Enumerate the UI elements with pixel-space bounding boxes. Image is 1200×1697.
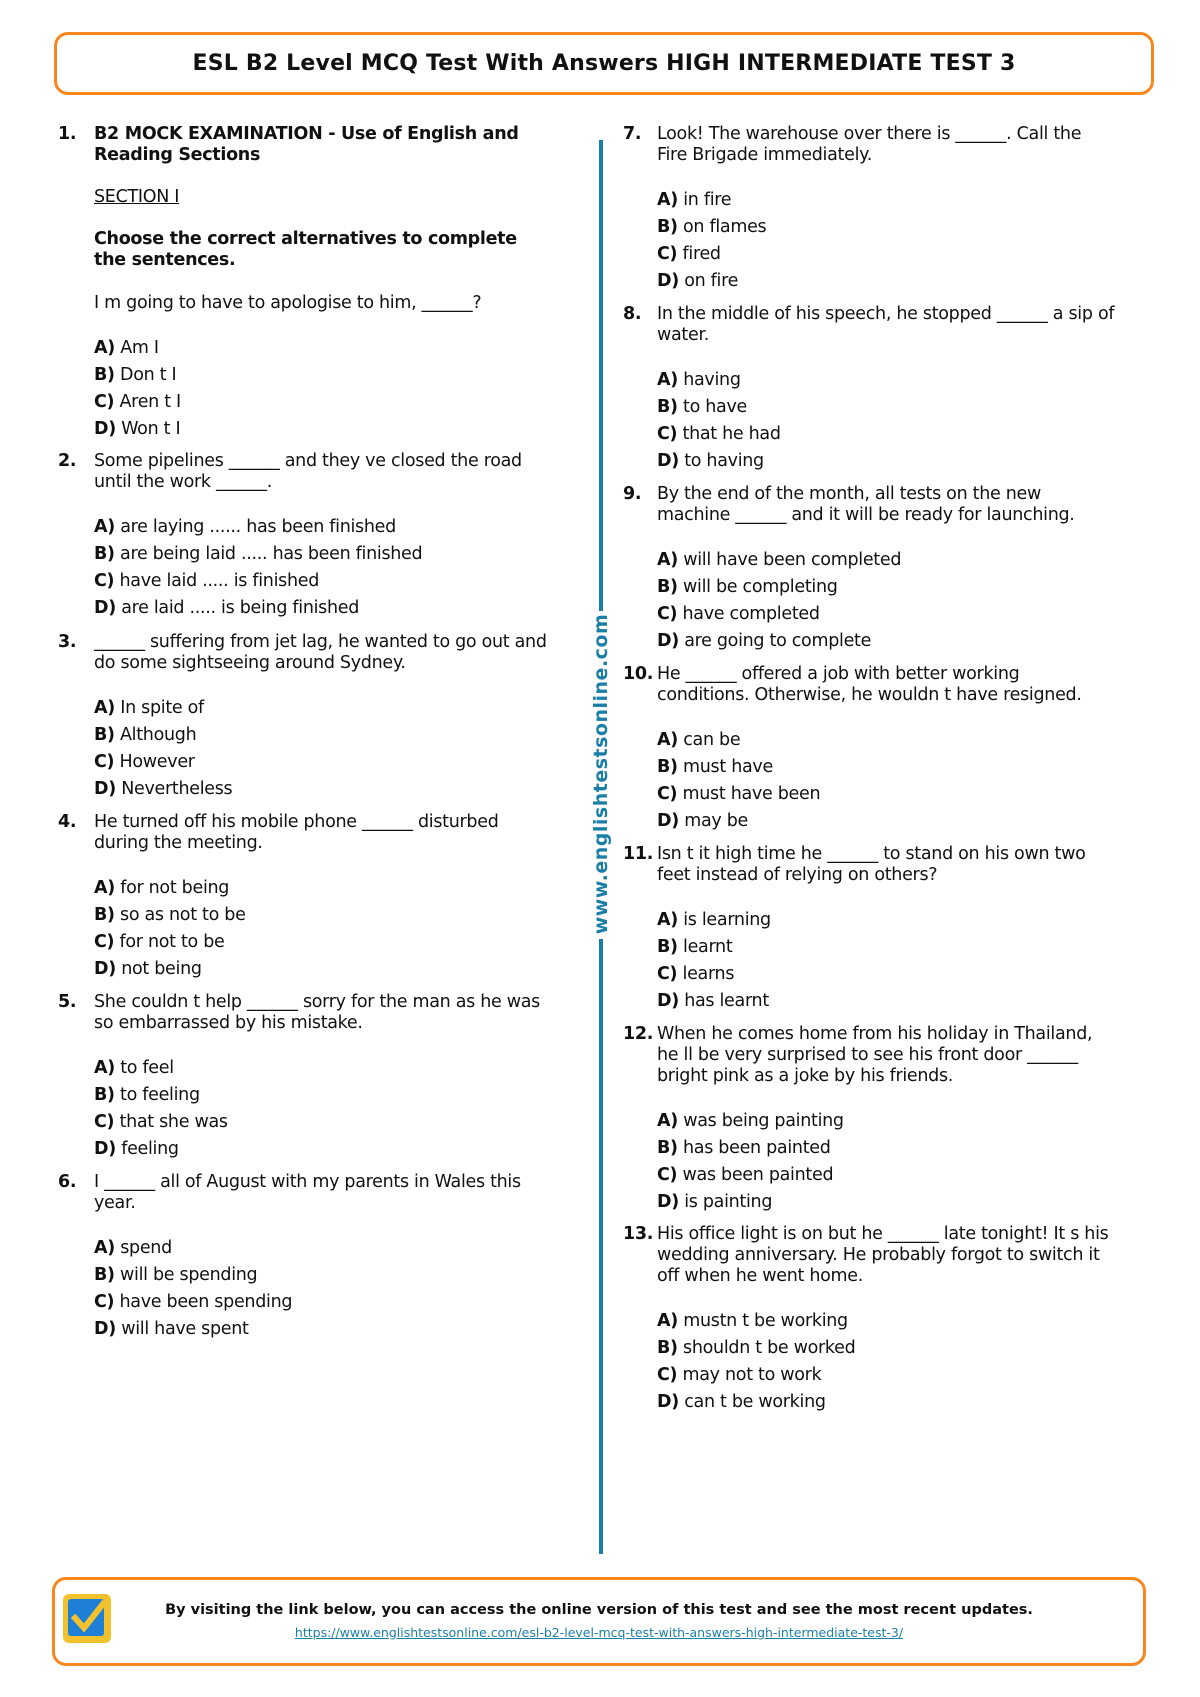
option[interactable] — [94, 364, 176, 386]
option[interactable] — [94, 724, 196, 746]
section-heading: Reading Sections — [94, 145, 261, 165]
option[interactable] — [94, 516, 396, 538]
option-text: Nevertheless — [121, 779, 233, 799]
option-text: However — [119, 752, 195, 772]
option-letter: A) — [657, 190, 678, 210]
section-heading: B2 MOCK EXAMINATION - Use of English and — [94, 124, 519, 144]
option-text: in fire — [683, 190, 732, 210]
option-text: can be — [683, 730, 741, 750]
option[interactable] — [657, 936, 732, 958]
option-text: has been painted — [683, 1138, 831, 1158]
option[interactable] — [657, 1391, 826, 1413]
option-letter: C) — [657, 604, 678, 624]
option-letter: B) — [94, 365, 115, 385]
option-text: was been painted — [682, 1165, 834, 1185]
question-number: 1. — [58, 124, 77, 144]
question-number: 10. — [623, 664, 654, 684]
question-text: until the work ______. — [94, 472, 272, 492]
option-text: may not to work — [682, 1365, 822, 1385]
question-text: Some pipelines ______ and they ve closed the road — [94, 451, 522, 471]
option-text: learns — [682, 964, 735, 984]
option[interactable] — [657, 369, 741, 391]
option-letter: D) — [94, 959, 116, 979]
option-letter: D) — [657, 811, 679, 831]
option-text: are laying ...... has been finished — [120, 517, 396, 537]
option-text: Although — [120, 725, 197, 745]
option-letter: C) — [94, 752, 115, 772]
option[interactable] — [94, 1111, 228, 1133]
option-text: that he had — [682, 424, 781, 444]
question-number: 4. — [58, 812, 77, 832]
watermark-url: www.englishtestsonline.com — [590, 613, 612, 935]
option-text: on fire — [684, 271, 739, 291]
option-text: not being — [121, 959, 202, 979]
option-text: must have — [683, 757, 773, 777]
option-letter: B) — [94, 905, 115, 925]
option-letter: D) — [94, 1319, 116, 1339]
question-number: 2. — [58, 451, 77, 471]
option-letter: A) — [94, 1238, 115, 1258]
option[interactable] — [94, 1291, 292, 1313]
option-letter: D) — [94, 419, 116, 439]
option-text: that she was — [119, 1112, 228, 1132]
option-letter: B) — [657, 217, 678, 237]
option[interactable] — [657, 243, 721, 265]
option[interactable] — [657, 909, 771, 931]
question-text: By the end of the month, all tests on the new — [657, 484, 1041, 504]
option-letter: A) — [657, 1111, 678, 1131]
option-text: In spite of — [120, 698, 204, 718]
option-letter: D) — [657, 991, 679, 1011]
option[interactable] — [657, 450, 764, 472]
question-text: conditions. Otherwise, he wouldn t have resigned. — [657, 685, 1082, 705]
question-text: When he comes home from his holiday in Thailand, — [657, 1024, 1093, 1044]
option-letter: D) — [657, 451, 679, 471]
option[interactable] — [94, 337, 159, 359]
option-letter: C) — [657, 964, 678, 984]
option[interactable] — [94, 1318, 249, 1340]
option[interactable] — [657, 630, 871, 652]
option-letter: B) — [94, 544, 115, 564]
option-text: will have spent — [121, 1319, 249, 1339]
option-letter: D) — [657, 271, 679, 291]
question-text: She couldn t help ______ sorry for the man as he was — [94, 992, 540, 1012]
option-text: so as not to be — [120, 905, 246, 925]
option-text: was being painting — [683, 1111, 844, 1131]
question-text: Isn t it high time he ______ to stand on his own two — [657, 844, 1086, 864]
option[interactable] — [657, 189, 731, 211]
option-text: Aren t I — [119, 392, 181, 412]
question-text: during the meeting. — [94, 833, 263, 853]
option-letter: C) — [94, 392, 115, 412]
option-letter: A) — [94, 878, 115, 898]
option-letter: C) — [657, 1165, 678, 1185]
question-text: Fire Brigade immediately. — [657, 145, 872, 165]
question-text: I ______ all of August with my parents in Wales this — [94, 1172, 521, 1192]
option[interactable] — [657, 1191, 772, 1213]
option[interactable] — [657, 1310, 848, 1332]
option[interactable] — [657, 1110, 844, 1132]
option[interactable] — [657, 1364, 821, 1386]
option[interactable] — [657, 1164, 833, 1186]
option-letter: A) — [94, 517, 115, 537]
question-text: His office light is on but he ______ late tonight! It s his — [657, 1224, 1109, 1244]
question-text: In the middle of his speech, he stopped ______ a sip of — [657, 304, 1115, 324]
option-letter: C) — [94, 932, 115, 952]
option-text: is painting — [684, 1192, 773, 1212]
option[interactable] — [94, 958, 202, 980]
option-letter: A) — [94, 698, 115, 718]
option-text: have laid ..... is finished — [119, 571, 320, 591]
option-letter: B) — [94, 1265, 115, 1285]
option-text: has learnt — [684, 991, 769, 1011]
option[interactable] — [94, 570, 319, 592]
option-text: will be spending — [120, 1265, 258, 1285]
option-text: on flames — [683, 217, 767, 237]
option-letter: D) — [94, 779, 116, 799]
option[interactable] — [94, 391, 181, 413]
question-number: 7. — [623, 124, 642, 144]
option-text: to have — [683, 397, 747, 417]
option-letter: B) — [94, 1085, 115, 1105]
option-text: is learning — [683, 910, 771, 930]
question-text: He turned off his mobile phone ______ disturbed — [94, 812, 499, 832]
option-letter: B) — [657, 1138, 678, 1158]
option-letter: B) — [657, 1338, 678, 1358]
option[interactable] — [94, 877, 229, 899]
option[interactable] — [657, 729, 740, 751]
option-letter: B) — [94, 725, 115, 745]
option[interactable] — [657, 990, 769, 1012]
question-number: 6. — [58, 1172, 77, 1192]
option-letter: C) — [94, 1112, 115, 1132]
question-text: bright pink as a joke by his friends. — [657, 1066, 954, 1086]
option-letter: A) — [657, 910, 678, 930]
option[interactable] — [657, 396, 747, 418]
option[interactable] — [94, 1237, 172, 1259]
option[interactable] — [657, 783, 820, 805]
instructions: Choose the correct alternatives to complete — [94, 229, 517, 249]
option-letter: D) — [94, 598, 116, 618]
option-text: Am I — [120, 338, 159, 358]
option-letter: A) — [657, 550, 678, 570]
option-text: learnt — [683, 937, 733, 957]
question-text: machine ______ and it will be ready for launching. — [657, 505, 1075, 525]
option[interactable] — [94, 697, 204, 719]
option-text: are being laid ..... has been finished — [120, 544, 423, 564]
option-text: will be completing — [683, 577, 838, 597]
column-divider — [599, 939, 603, 1554]
option[interactable] — [94, 597, 359, 619]
option-text: fired — [682, 244, 721, 264]
option-letter: C) — [657, 244, 678, 264]
title-banner — [54, 32, 1154, 95]
option[interactable] — [657, 810, 748, 832]
question-text: do some sightseeing around Sydney. — [94, 653, 406, 673]
option[interactable] — [657, 963, 734, 985]
question-text: he ll be very surprised to see his front door ______ — [657, 1045, 1078, 1065]
option-letter: B) — [657, 577, 678, 597]
option-text: may be — [684, 811, 748, 831]
question-text: ______ suffering from jet lag, he wanted to go out and — [94, 632, 547, 652]
option-text: for not to be — [119, 932, 225, 952]
question-number: 13. — [623, 1224, 654, 1244]
option-text: will have been completed — [683, 550, 902, 570]
option-text: to feeling — [120, 1085, 200, 1105]
option-text: have been spending — [119, 1292, 293, 1312]
option-text: have completed — [682, 604, 820, 624]
option-text: mustn t be working — [683, 1311, 848, 1331]
section-label: SECTION I — [94, 187, 180, 207]
question-number: 5. — [58, 992, 77, 1012]
option-text: spend — [120, 1238, 172, 1258]
option-text: Won t I — [121, 419, 181, 439]
option[interactable] — [94, 751, 195, 773]
option-text: feeling — [121, 1139, 179, 1159]
option-letter: C) — [94, 1292, 115, 1312]
option-text: can t be working — [684, 1392, 826, 1412]
option[interactable] — [657, 756, 773, 778]
option-text: to having — [684, 451, 764, 471]
option-letter: A) — [94, 1058, 115, 1078]
question-text: I m going to have to apologise to him, ______? — [94, 293, 482, 313]
question-text: Look! The warehouse over there is ______. Call the — [657, 124, 1082, 144]
option[interactable] — [94, 1084, 200, 1106]
question-number: 3. — [58, 632, 77, 652]
option-text: shouldn t be worked — [683, 1338, 856, 1358]
option-letter: A) — [94, 338, 115, 358]
question-number: 8. — [623, 304, 642, 324]
option[interactable] — [657, 603, 820, 625]
question-text: water. — [657, 325, 710, 345]
column-divider — [599, 140, 603, 611]
option-text: are laid ..... is being finished — [121, 598, 360, 618]
question-number: 11. — [623, 844, 654, 864]
option[interactable] — [94, 418, 180, 440]
option-text: to feel — [120, 1058, 174, 1078]
option-text: Don t I — [120, 365, 177, 385]
option[interactable] — [657, 549, 901, 571]
option-letter: D) — [657, 1192, 679, 1212]
question-text: feet instead of relying on others? — [657, 865, 938, 885]
footer-banner — [52, 1577, 1146, 1666]
option[interactable] — [94, 904, 246, 926]
option[interactable] — [94, 1264, 257, 1286]
question-text: off when he went home. — [657, 1266, 864, 1286]
option-letter: B) — [657, 757, 678, 777]
option[interactable] — [657, 270, 738, 292]
page-title: ESL B2 Level MCQ Test With Answers HIGH INTERMEDIATE TEST 3 — [192, 51, 1016, 76]
option[interactable] — [94, 1138, 179, 1160]
online-test-link[interactable]: https://www.englishtestsonline.com/esl-b2-level-mcq-test-with-answers-high-intermediate-test-3/ — [294, 1625, 904, 1640]
option[interactable] — [657, 423, 781, 445]
question-number: 12. — [623, 1024, 654, 1044]
question-text: year. — [94, 1193, 136, 1213]
option[interactable] — [657, 1137, 831, 1159]
option-text: having — [683, 370, 741, 390]
option[interactable] — [657, 216, 766, 238]
option-letter: C) — [94, 571, 115, 591]
option-letter: A) — [657, 1311, 678, 1331]
question-text: wedding anniversary. He probably forgot to switch it — [657, 1245, 1100, 1265]
footer-text: By visiting the link below, you can access the online version of this test and see the most recent updates. — [165, 1602, 1033, 1618]
option[interactable] — [94, 778, 232, 800]
option-letter: C) — [657, 1365, 678, 1385]
option-letter: A) — [657, 730, 678, 750]
option[interactable] — [94, 543, 422, 565]
question-text: He ______ offered a job with better working — [657, 664, 1020, 684]
option-letter: D) — [657, 631, 679, 651]
option-text: are going to complete — [684, 631, 872, 651]
option-letter: D) — [94, 1139, 116, 1159]
option-letter: A) — [657, 370, 678, 390]
question-text: so embarrassed by his mistake. — [94, 1013, 363, 1033]
option-letter: B) — [657, 937, 678, 957]
option[interactable] — [94, 931, 224, 953]
option-letter: C) — [657, 784, 678, 804]
option[interactable] — [657, 1337, 855, 1359]
option[interactable] — [94, 1057, 174, 1079]
option[interactable] — [657, 576, 838, 598]
instructions: the sentences. — [94, 250, 236, 270]
option-letter: B) — [657, 397, 678, 417]
question-number: 9. — [623, 484, 642, 504]
option-letter: C) — [657, 424, 678, 444]
option-text: for not being — [120, 878, 230, 898]
option-text: must have been — [682, 784, 821, 804]
option-letter: D) — [657, 1392, 679, 1412]
